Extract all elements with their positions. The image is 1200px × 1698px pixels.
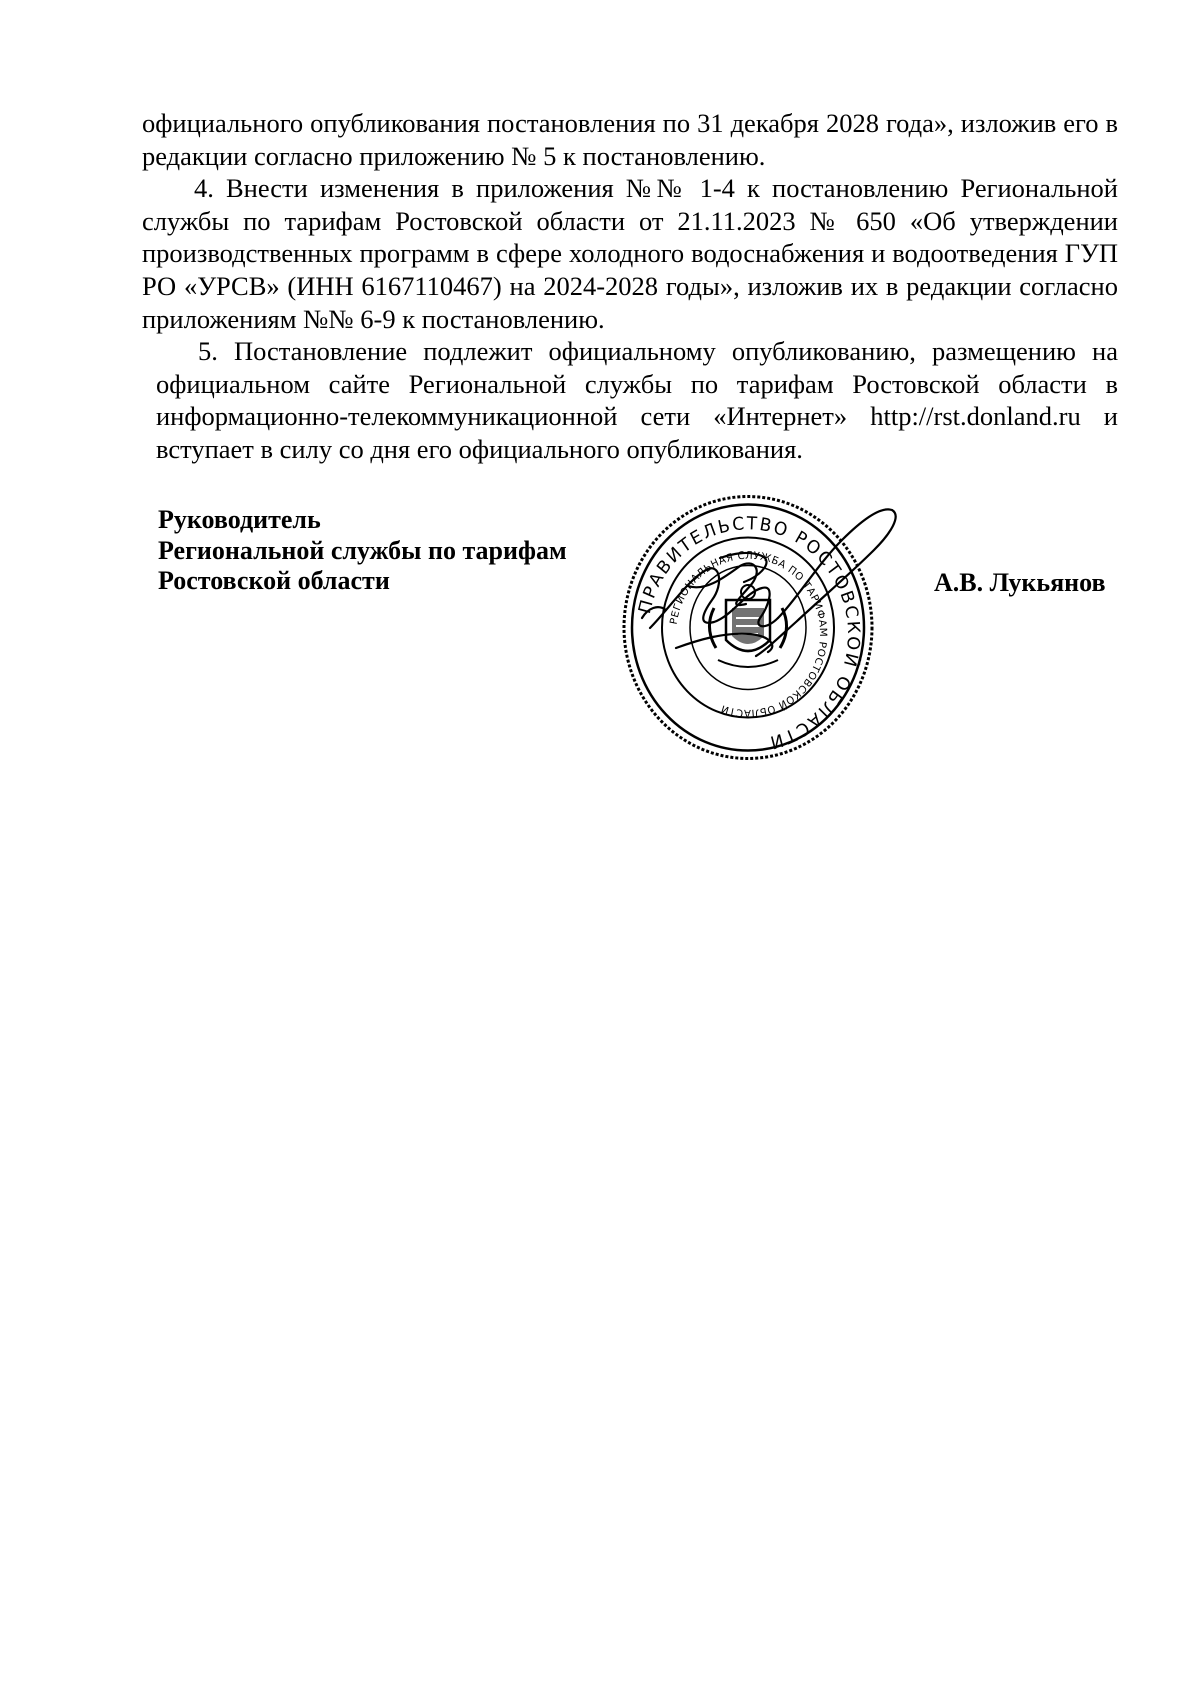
handwritten-signature xyxy=(628,500,908,710)
signatory-title-line: Региональной службы по тарифам xyxy=(158,535,567,565)
signatory-name: А.В. Лукьянов xyxy=(934,568,1106,597)
signatory-title-line: Ростовской области xyxy=(158,566,390,595)
seal-outer-text: ПРАВИТЕЛЬСТВО РОСТОВСКОЙ ОБЛАСТИ xyxy=(635,513,863,753)
signatory-title xyxy=(158,505,567,597)
paragraph-item-5: 5. Постановление подлежит официальному опубликованию, размещению на официальном сайте Региональной службы по тарифам Ростовской области в информационно-телекоммуникационной сети «Интернет» http://rst.donland.ru и вступает в силу со дня его официального опубликования. xyxy=(156,336,1118,464)
document-body xyxy=(142,107,1118,466)
seal-inner-text: РЕГИОНАЛЬНАЯ СЛУЖБА ПО ТАРИФАМ РОСТОВСКОЙ ОБЛАСТИ xyxy=(667,549,829,720)
paragraph-continuation: официального опубликования постановления по 31 декабря 2028 года», изложив его в редакции согласно приложению № 5 к постановлению. xyxy=(142,108,1118,171)
signatory-title-line: Руководитель xyxy=(158,505,321,534)
paragraph-item-4: 4. Внести изменения в приложения №№ 1-4 к постановлению Региональной службы по тарифам Ростовской области от 21.11.2023 № 650 «Об утверждении производственных программ в сфере холодного водоснабжения и водоотведения ГУП РО «УРСВ» (ИНН 6167110467) на 2024-2028 годы», изложив их в редакции согласно приложениям №№ 6-9 к постановлению. xyxy=(142,173,1118,334)
